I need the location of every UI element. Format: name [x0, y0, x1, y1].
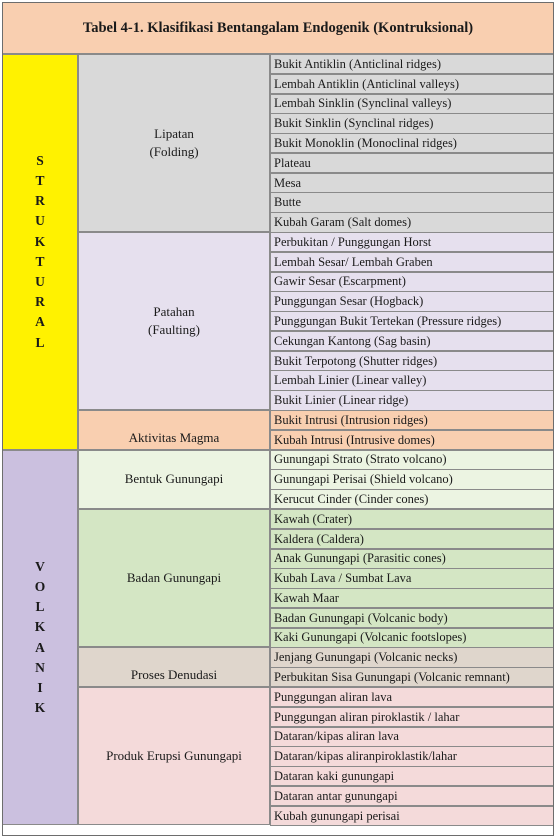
item-cell: Anak Gunungapi (Parasitic cones)	[270, 549, 554, 569]
table-title: Tabel 4-1. Klasifikasi Bentangalam Endogenik (Kontruksional)	[2, 2, 554, 54]
item-cell: Bukit Sinklin (Synclinal ridges)	[270, 113, 554, 133]
item-cell: Mesa	[270, 173, 554, 193]
group-cell	[78, 54, 270, 232]
group-cell	[78, 509, 270, 647]
category-letter: A	[35, 639, 45, 655]
category-letter: A	[35, 314, 45, 330]
group-cell	[78, 647, 270, 687]
item-cell: Jenjang Gunungapi (Volcanic necks)	[270, 647, 554, 667]
group-label: Produk Erupsi Gunungapi	[106, 748, 242, 764]
item-cell: Perbukitan / Punggungan Horst	[270, 232, 554, 252]
item-cell: Lembah Sinklin (Synclinal valleys)	[270, 94, 554, 114]
item-cell: Kubah Lava / Sumbat Lava	[270, 568, 554, 588]
item-cell: Kubah Intrusi (Intrusive domes)	[270, 430, 554, 450]
category-letter: I	[37, 679, 43, 695]
group-label: Bentuk Gunungapi	[124, 471, 224, 487]
category-letter: K	[34, 619, 46, 635]
group-label: Aktivitas Magma	[128, 430, 220, 446]
category-letter: R	[35, 294, 45, 310]
item-cell: Bukit Linier (Linear ridge)	[270, 390, 554, 410]
item-cell: Perbukitan Sisa Gunungapi (Volcanic remnant)	[270, 667, 554, 687]
item-cell: Kawah (Crater)	[270, 509, 554, 529]
item-cell: Kaki Gunungapi (Volcanic footslopes)	[270, 628, 554, 648]
item-cell: Kaldera (Caldera)	[270, 529, 554, 549]
group-label: (Folding)	[149, 144, 199, 159]
item-cell: Butte	[270, 192, 554, 212]
item-cell: Dataran kaki gunungapi	[270, 766, 554, 786]
item-cell: Punggungan aliran piroklastik / lahar	[270, 707, 554, 727]
item-cell: Gawir Sesar (Escarpment)	[270, 272, 554, 292]
item-cell: Plateau	[270, 153, 554, 173]
group-label: Patahan	[153, 304, 195, 320]
item-cell: Gunungapi Strato (Strato volcano)	[270, 450, 554, 470]
category-letter: K	[34, 700, 46, 716]
item-cell: Bukit Monoklin (Monoclinal ridges)	[270, 133, 554, 153]
item-cell: Punggungan aliran lava	[270, 687, 554, 707]
category-letter: K	[34, 233, 46, 249]
item-cell: Gunungapi Perisai (Shield volcano)	[270, 469, 554, 489]
group-label: Proses Denudasi	[130, 667, 218, 683]
group-cell	[78, 410, 270, 450]
category-letter: T	[35, 172, 45, 188]
item-cell: Bukit Intrusi (Intrusion ridges)	[270, 410, 554, 430]
item-cell: Punggungan Bukit Tertekan (Pressure ridges)	[270, 311, 554, 331]
group-label: Badan Gunungapi	[126, 570, 222, 586]
group-cell	[78, 450, 270, 509]
item-cell: Lembah Sesar/ Lembah Graben	[270, 252, 554, 272]
category-letter: N	[35, 659, 45, 675]
item-cell: Bukit Antiklin (Anticlinal ridges)	[270, 54, 554, 74]
item-cell: Dataran antar gunungapi	[270, 786, 554, 806]
item-cell: Kawah Maar	[270, 588, 554, 608]
category-cell	[2, 54, 78, 450]
item-cell: Dataran/kipas aliranpiroklastik/lahar	[270, 746, 554, 766]
category-letter: T	[35, 253, 45, 269]
category-letter: O	[34, 578, 46, 594]
category-letter: L	[35, 334, 45, 350]
item-cell: Bukit Terpotong (Shutter ridges)	[270, 351, 554, 371]
group-cell	[78, 232, 270, 410]
category-letter: V	[35, 558, 45, 574]
item-cell: Kubah Garam (Salt domes)	[270, 212, 554, 232]
group-label: Lipatan	[154, 126, 194, 142]
item-cell: Dataran/kipas aliran lava	[270, 727, 554, 747]
item-cell: Punggungan Sesar (Hogback)	[270, 291, 554, 311]
category-letter: U	[35, 213, 45, 229]
item-cell: Lembah Linier (Linear valley)	[270, 370, 554, 390]
item-cell: Kerucut Cinder (Cinder cones)	[270, 489, 554, 509]
category-letter: S	[36, 152, 44, 168]
category-letter: R	[35, 193, 45, 209]
item-cell: Lembah Antiklin (Anticlinal valleys)	[270, 74, 554, 94]
group-label: (Faulting)	[148, 322, 200, 338]
classification-table	[2, 2, 556, 836]
category-letter: L	[35, 599, 45, 615]
item-cell: Kubah gunungapi perisai	[270, 806, 554, 826]
category-cell	[2, 450, 78, 826]
item-cell: Badan Gunungapi (Volcanic body)	[270, 608, 554, 628]
category-letter: U	[35, 274, 45, 289]
item-cell: Cekungan Kantong (Sag basin)	[270, 331, 554, 351]
group-cell	[78, 687, 270, 825]
